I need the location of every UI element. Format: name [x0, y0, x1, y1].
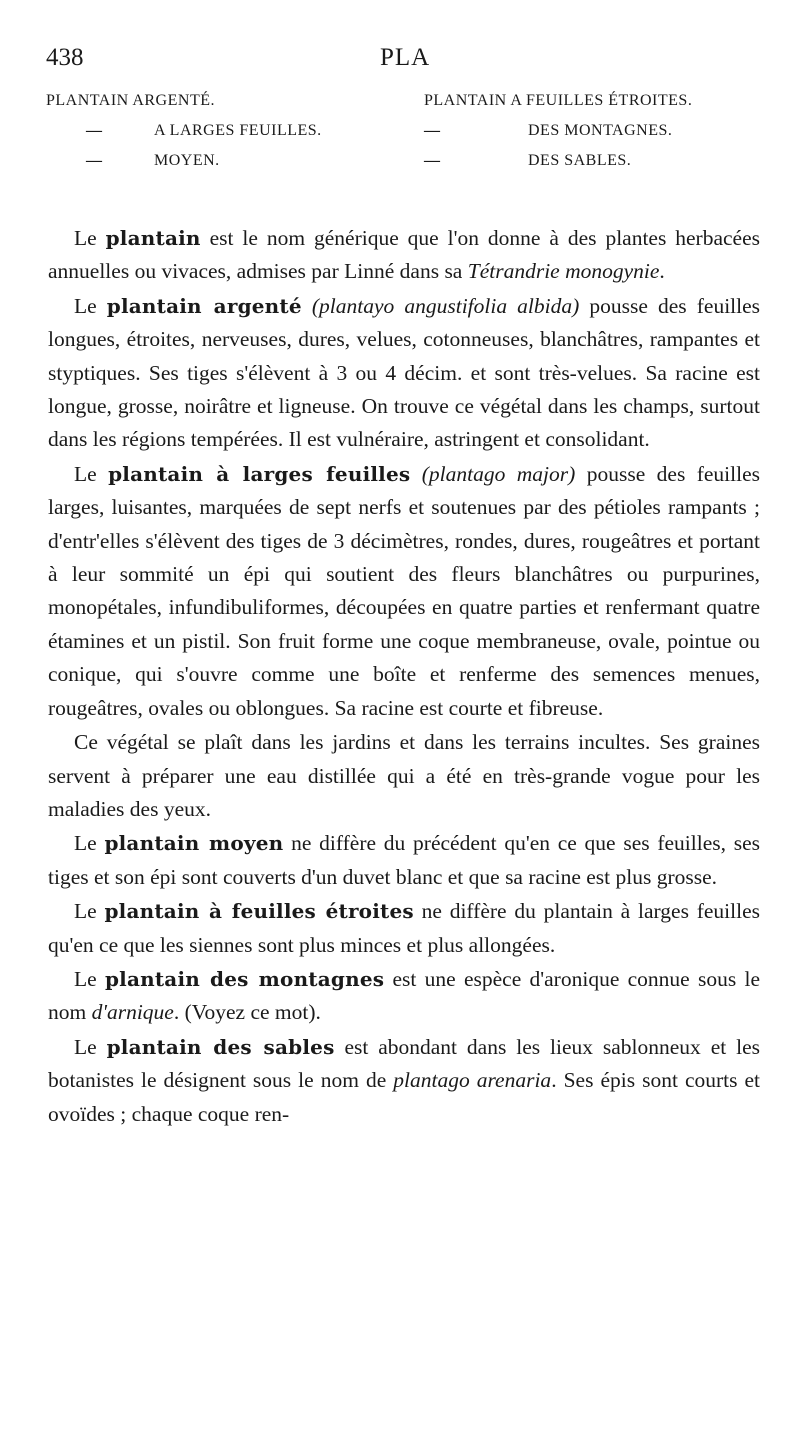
paragraph-end: . [659, 259, 665, 284]
index-entry: DES MONTAGNES. [528, 122, 673, 139]
page-number: 438 [46, 44, 84, 71]
paragraph-plantain [48, 222, 760, 289]
latin-name: plantago arenaria [393, 1068, 552, 1093]
entry-term: plantain argenté [106, 293, 302, 318]
paragraph-habitat [48, 726, 760, 826]
running-head: PLA [380, 44, 431, 71]
paragraph-text: ne diffère du plantain à larges feuilles qu'en ce que les siennes sont plus minces et plus allongées. [48, 899, 760, 957]
paragraph-lead: Le [74, 1034, 97, 1059]
paragraph-text: pousse des feuilles longues, étroites, nerveuses, dures, velues, cotonneuses, blanchâtres, rampantes et styptiques. Ses tiges s'élèvent à 3 ou 4 décim. et sont très-velues. Sa racine est longue, grosse, noirâtre et ligneuse. On trouve ce végétal dans les champs, surtout dans les régions tempérées. Il est vulnéraire, astringent et consolidant. [48, 293, 761, 452]
article-body [48, 222, 760, 1131]
page-header [46, 44, 762, 84]
entry-term: plantain à larges feuilles [108, 461, 411, 486]
ditto-dash: — [424, 122, 441, 139]
index-entry: A LARGES FEUILLES. [154, 122, 322, 139]
paragraph-text: Ce végétal se plaît dans les jardins et dans les terrains incultes. Ses graines servent à préparer une eau distillée qui a été en très-grande vogue pour les maladies des yeux. [48, 730, 760, 821]
paragraph-text: est le nom générique que l'on donne à des plantes herbacées annuelles ou vivaces, admises par Linné dans sa [48, 226, 761, 284]
paragraph-lead: Le [74, 831, 97, 856]
paragraph-text: est une espèce d'aronique connue sous le nom [48, 966, 761, 1025]
entry-term: plantain des montagnes [104, 966, 385, 991]
entry-index-row [46, 122, 762, 152]
entry-index-row [46, 152, 762, 182]
paragraph-sables [48, 1031, 760, 1131]
paragraph-lead: Le [74, 899, 97, 924]
paragraph-larges-feuilles [48, 458, 760, 725]
paragraph-text: pousse des feuilles larges, luisantes, marquées de sept nerfs et soutenues par des pétioles rampants ; d'entr'elles s'élèvent des tiges de 3 décimètres, rondes, dures, rougeâtres et portant à leur sommité un épi qui soutient des fleurs blanchâtres ou purpurines, monopétales, infundibuliformes, découpées en quatre parties et renfermant quatre étamines et un pistil. Son fruit forme une coque membraneuse, ovale, pointue ou conique, qui s'ouvre comme une boîte et renferme des semences menues, rougeâtres, ovales ou oblongues. Sa racine est courte et fibreuse. [48, 461, 760, 720]
paragraph-end: . (Voyez ce mot). [173, 1000, 321, 1025]
ditto-dash: — [424, 152, 441, 169]
paragraph-moyen [48, 827, 760, 894]
index-entry: MOYEN. [154, 152, 220, 169]
index-entry: PLANTAIN ARGENTÉ. [46, 92, 215, 109]
entry-term: plantain moyen [104, 831, 284, 856]
entry-term: plantain des sables [106, 1034, 335, 1059]
latin-name: (plantayo angustifolia albida) [311, 293, 580, 318]
paragraph-lead: Le [74, 966, 97, 991]
latin-name: Tétrandrie monogynie [467, 259, 660, 284]
latin-name: (plantago major) [421, 461, 576, 486]
index-entry: PLANTAIN A FEUILLES ÉTROITES. [424, 92, 693, 109]
paragraph-argente [48, 290, 760, 457]
entry-index-row [46, 92, 762, 122]
paragraph-lead: Le [74, 226, 97, 250]
paragraph-lead: Le [74, 461, 97, 486]
entry-index [46, 92, 762, 182]
paragraph-feuilles-etroites [48, 895, 760, 962]
paragraph-lead: Le [74, 293, 97, 318]
latin-name: d'arnique [91, 1000, 174, 1025]
paragraph-montagnes [48, 963, 760, 1030]
paragraph-end: . Ses épis sont courts et ovoïdes ; chaque coque ren- [48, 1068, 761, 1126]
ditto-dash: — [86, 152, 103, 169]
paragraph-text: est abondant dans les lieux sablonneux et les botanistes le désignent sous le nom de [48, 1034, 761, 1093]
paragraph-text: ne diffère du précédent qu'en ce que ses feuilles, ses tiges et son épi sont couverts d'un duvet blanc et que sa racine est plus grosse. [48, 831, 761, 889]
entry-term: plantain [105, 226, 201, 250]
entry-term: plantain à feuilles étroites [104, 899, 414, 924]
index-entry: DES SABLES. [528, 152, 632, 169]
ditto-dash: — [86, 122, 103, 139]
